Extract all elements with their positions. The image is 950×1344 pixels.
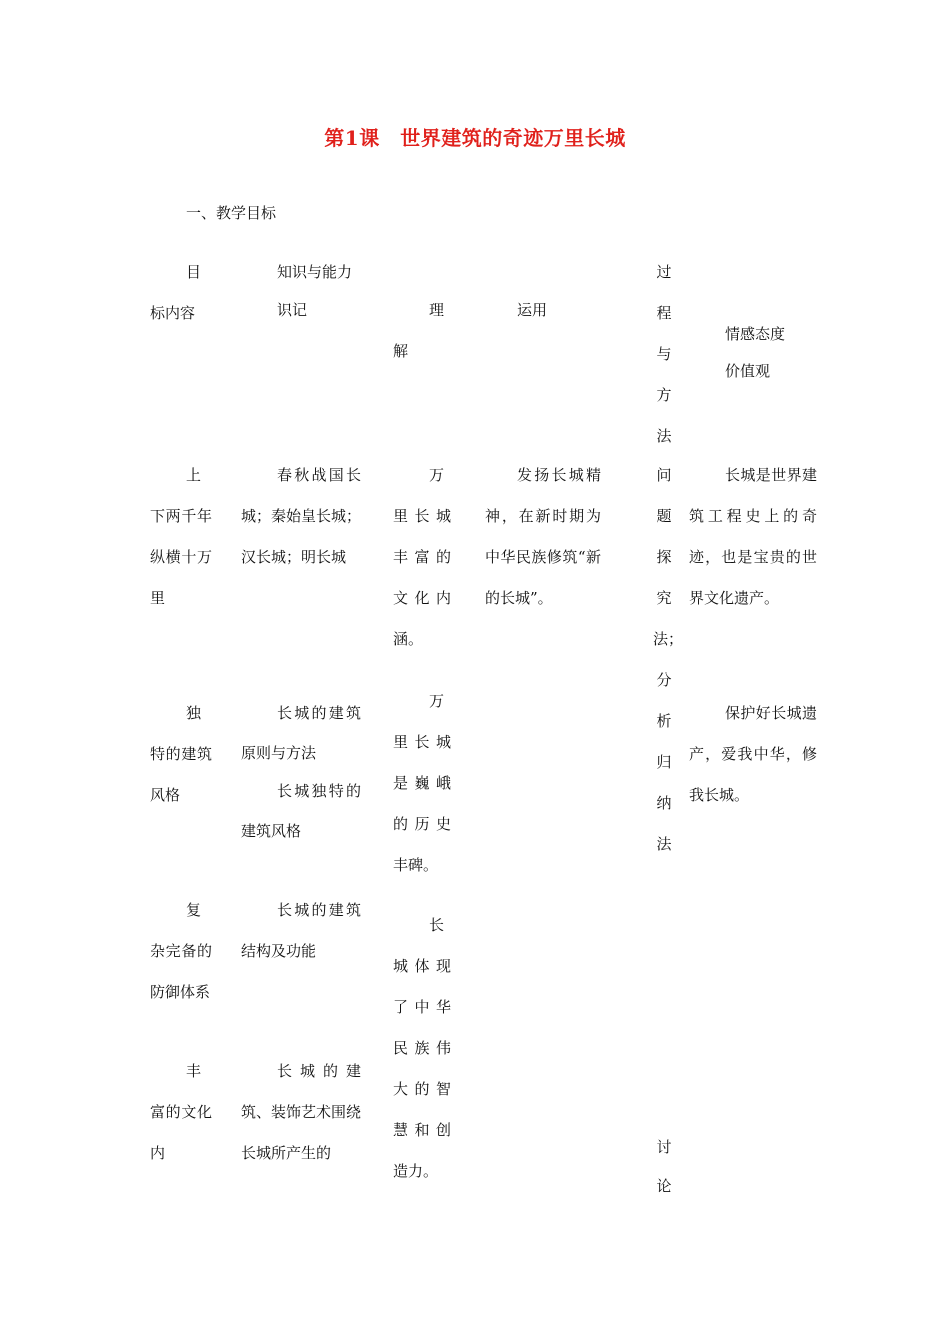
row1-emotion: 长城是世界建筑工程史上的奇迹，也是宝贵的世界文化遗产。 bbox=[689, 466, 817, 607]
row1-apply: 发扬长城精神，在新时期为中华民族修筑“新的长城”。 bbox=[485, 466, 601, 607]
row2-understand: 万里长城是巍峨的历史丰碑。 bbox=[393, 692, 451, 874]
row2-recall-a: 长城的建筑原则与方法 bbox=[241, 704, 361, 762]
row3-understand: 长城体现了中华民族伟大的智慧和创造力。 bbox=[393, 916, 451, 1180]
row3-recall: 长城的建筑结构及功能 bbox=[241, 901, 361, 960]
header-target-content: 目标内容 bbox=[150, 263, 202, 322]
section-heading: 一、教学目标 bbox=[186, 204, 277, 222]
row3-target: 复杂完备的防御体系 bbox=[150, 901, 212, 1001]
row2-target: 独特的建筑风格 bbox=[150, 704, 212, 804]
header-understand: 理解 bbox=[393, 301, 445, 360]
header-apply: 运用 bbox=[517, 301, 548, 319]
row1-understand: 万里长城丰富的文化内涵。 bbox=[393, 466, 451, 648]
row2-recall-b: 长城独特的建筑风格 bbox=[241, 782, 361, 840]
row2-emotion: 保护好长城遗产，爱我中华，修我长城。 bbox=[689, 704, 817, 804]
header-emotion-line2: 价值观 bbox=[725, 362, 771, 380]
process-method-a bbox=[653, 455, 684, 865]
process-method-a-text: 问题探究法；分析归纳法 bbox=[653, 466, 684, 853]
row4-target: 丰富的文化内 bbox=[150, 1062, 212, 1162]
header-emotion-line1: 情感态度 bbox=[725, 325, 786, 343]
header-recall: 识记 bbox=[277, 301, 308, 319]
row1-recall: 春秋战国长城；秦始皇长城；汉长城；明长城 bbox=[241, 466, 362, 566]
header-knowledge-ability: 知识与能力 bbox=[277, 263, 353, 281]
process-method-b: 讨论 bbox=[656, 1138, 672, 1195]
lesson-title: 第1课 世界建筑的奇迹万里长城 bbox=[324, 126, 626, 150]
row1-target: 上下两千年纵横十万里 bbox=[150, 466, 212, 607]
header-process-method: 过程与方法 bbox=[656, 263, 672, 445]
row4-recall: 长城的建筑、装饰艺术围绕长城所产生的 bbox=[241, 1062, 362, 1162]
